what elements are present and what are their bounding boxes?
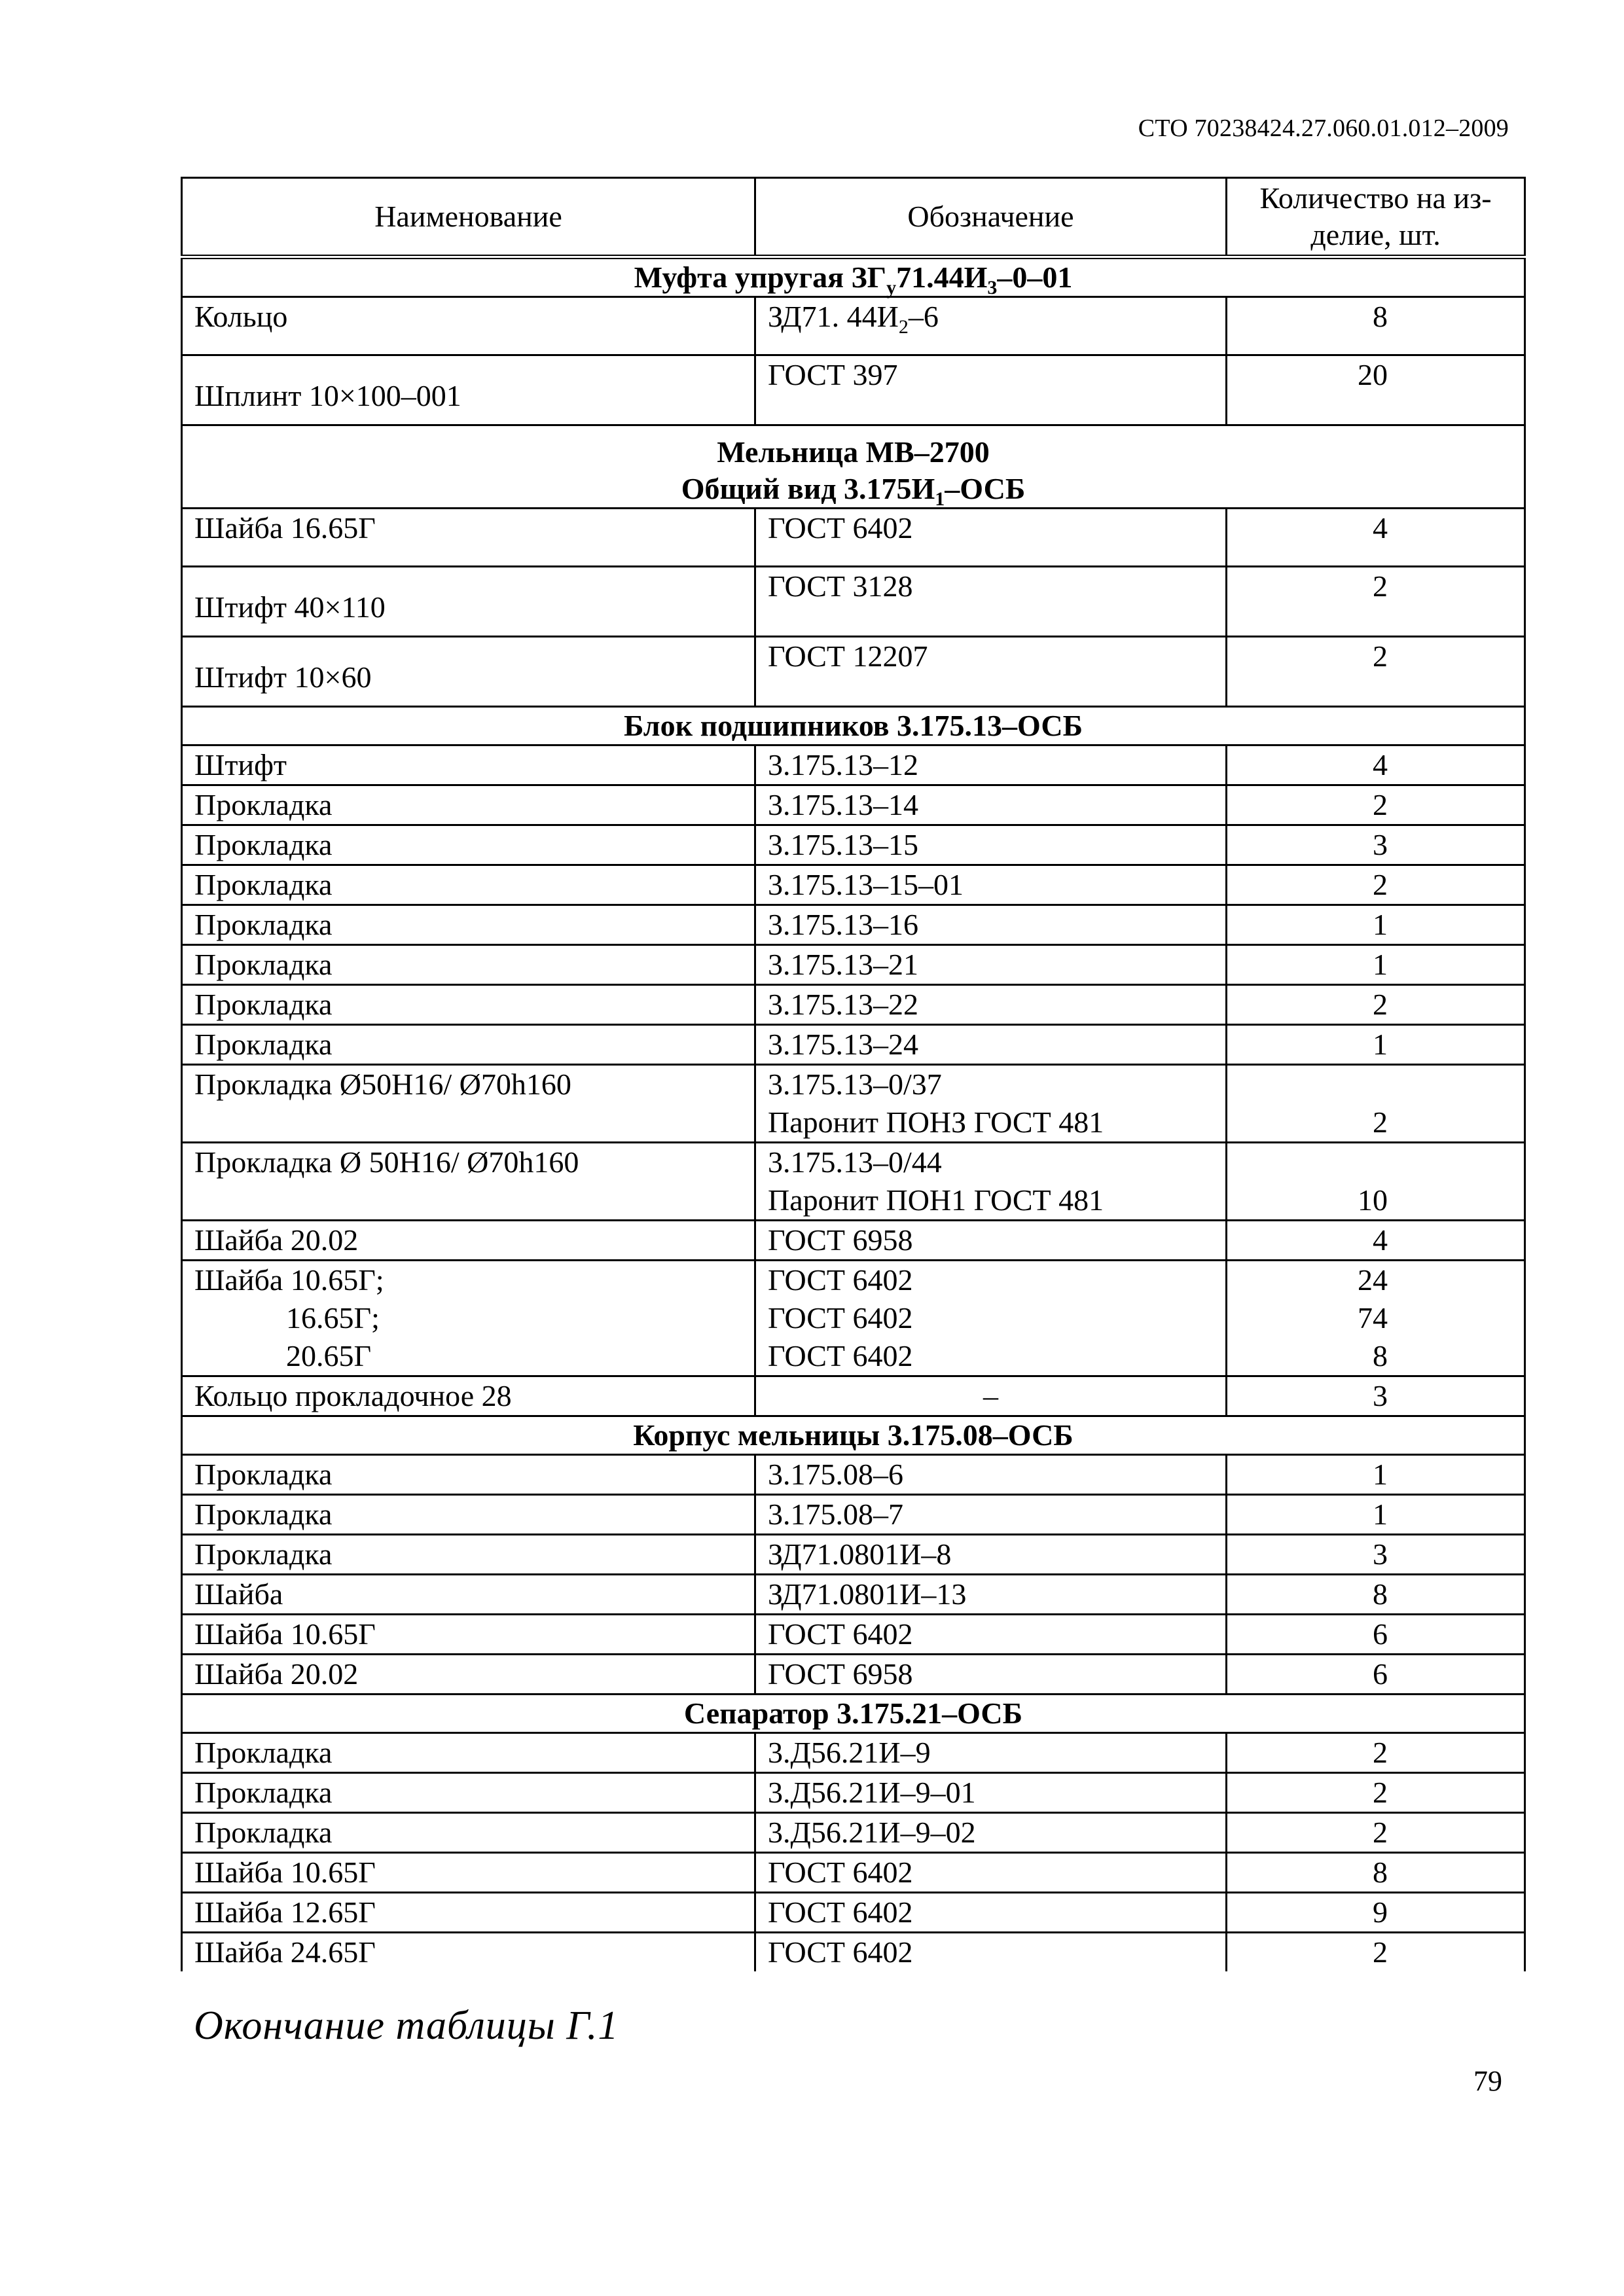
cell-designation: ГОСТ 6958	[755, 1655, 1227, 1695]
cell-quantity: 10	[1227, 1143, 1525, 1221]
cell-designation: 3.175.13–24	[755, 1025, 1227, 1065]
cell-name: Прокладка	[182, 905, 755, 945]
cell-name: Прокладка	[182, 785, 755, 825]
cell-name: Прокладка	[182, 1025, 755, 1065]
cell-quantity: 1	[1227, 1025, 1525, 1065]
cell-designation: ГОСТ 6402	[755, 509, 1227, 567]
column-header-quantity	[1227, 178, 1525, 257]
cell-name: Прокладка	[182, 1773, 755, 1813]
table-row	[182, 1535, 1525, 1575]
cell-quantity: 2	[1227, 567, 1525, 637]
column-header-name: Наименование	[182, 178, 755, 257]
cell-name: Шайба 10.65Г	[182, 1853, 755, 1893]
table-row	[182, 1893, 1525, 1933]
cell-quantity: 1	[1227, 1495, 1525, 1535]
cell-name: Шайба	[182, 1575, 755, 1615]
cell-designation: 3.Д56.21И–9–01	[755, 1773, 1227, 1813]
cell-name: Прокладка	[182, 945, 755, 985]
cell-designation: 3.175.08–6	[755, 1455, 1227, 1495]
cell-quantity: 24 74 8	[1227, 1261, 1525, 1376]
cell-quantity: 8	[1227, 1853, 1525, 1893]
section-title: Блок подшипников 3.175.13–ОСБ	[182, 707, 1525, 745]
table-row	[182, 985, 1525, 1025]
section-row	[182, 425, 1525, 509]
cell-designation: 3.175.13–21	[755, 945, 1227, 985]
table-row	[182, 825, 1525, 865]
section-title: Муфта упругая $ЗГ_у71.44И_3-0-01$	[182, 257, 1525, 297]
cell-designation: ЗД71. $44И_2-6$	[755, 297, 1227, 355]
cell-designation: ГОСТ 6402 ГОСТ 6402 ГОСТ 6402	[755, 1261, 1227, 1376]
table-row	[182, 1495, 1525, 1535]
cell-name: Прокладка	[182, 1733, 755, 1773]
cell-name: Шайба 10.65Г; 16.65Г; 20.65Г	[182, 1261, 755, 1376]
section-row	[182, 1695, 1525, 1733]
table-row	[182, 905, 1525, 945]
cell-name: Прокладка	[182, 1813, 755, 1853]
cell-name: Штифт 40×110	[182, 567, 755, 637]
cell-name: Прокладка	[182, 865, 755, 905]
table-row	[182, 1261, 1525, 1376]
cell-name: Прокладка	[182, 1455, 755, 1495]
cell-quantity: 2	[1227, 1065, 1525, 1143]
table-row	[182, 945, 1525, 985]
table-row	[182, 1733, 1525, 1773]
cell-designation: ГОСТ 6402	[755, 1933, 1227, 1972]
cell-quantity: 8	[1227, 297, 1525, 355]
cell-quantity: 2	[1227, 785, 1525, 825]
table-row	[182, 1455, 1525, 1495]
cell-designation: 3.175.13–15	[755, 825, 1227, 865]
cell-name: Штифт 10×60	[182, 637, 755, 707]
cell-name: Прокладка Ø 50Н16/ Ø70h160	[182, 1143, 755, 1221]
section-title: Мельница МВ–2700 Общий вид $3.175И_1$–ОСБ	[182, 425, 1525, 509]
table-row	[182, 509, 1525, 567]
page-number: 79	[1473, 2065, 1502, 2097]
table-row	[182, 785, 1525, 825]
cell-designation: 3.175.13–16	[755, 905, 1227, 945]
cell-name: Шайба 20.02	[182, 1655, 755, 1695]
cell-designation: 3.175.13–22	[755, 985, 1227, 1025]
cell-designation: ГОСТ 12207	[755, 637, 1227, 707]
section-title: Корпус мельницы 3.175.08–ОСБ	[182, 1416, 1525, 1455]
table-row	[182, 297, 1525, 355]
table-row	[182, 1933, 1525, 1972]
table-row	[182, 745, 1525, 785]
cell-designation: ГОСТ 6958	[755, 1221, 1227, 1261]
cell-quantity: 3	[1227, 1535, 1525, 1575]
table-row	[182, 355, 1525, 425]
cell-quantity: 6	[1227, 1655, 1525, 1695]
section-row	[182, 707, 1525, 745]
cell-designation: ГОСТ 6402	[755, 1893, 1227, 1933]
section-row	[182, 257, 1525, 297]
cell-designation: 3.175.13–14	[755, 785, 1227, 825]
cell-name: Прокладка Ø50Н16/ Ø70h160	[182, 1065, 755, 1143]
cell-designation: 3.175.13–0/44 Паронит ПОН1 ГОСТ 481	[755, 1143, 1227, 1221]
cell-quantity: 1	[1227, 945, 1525, 985]
table-row	[182, 1615, 1525, 1655]
cell-designation: 3.Д56.21И–9	[755, 1733, 1227, 1773]
cell-quantity: 2	[1227, 1933, 1525, 1972]
cell-designation: 3.175.13–12	[755, 745, 1227, 785]
cell-quantity: 8	[1227, 1575, 1525, 1615]
cell-designation: 3.175.13–15–01	[755, 865, 1227, 905]
cell-designation: ЗД71.0801И–8	[755, 1535, 1227, 1575]
cell-quantity: 6	[1227, 1615, 1525, 1655]
cell-name: Кольцо прокладочное 28	[182, 1376, 755, 1416]
cell-name: Шайба 12.65Г	[182, 1893, 755, 1933]
table-row	[182, 865, 1525, 905]
cell-quantity: 2	[1227, 1733, 1525, 1773]
cell-name: Прокладка	[182, 825, 755, 865]
cell-quantity: 1	[1227, 905, 1525, 945]
cell-quantity: 9	[1227, 1893, 1525, 1933]
cell-name: Шплинт 10×100–001	[182, 355, 755, 425]
table-row	[182, 1773, 1525, 1813]
section-row	[182, 1416, 1525, 1455]
cell-designation: 3.175.08–7	[755, 1495, 1227, 1535]
cell-name: Прокладка	[182, 1535, 755, 1575]
cell-name: Штифт	[182, 745, 755, 785]
table-row	[182, 1655, 1525, 1695]
cell-quantity: 2	[1227, 637, 1525, 707]
table-row	[182, 1143, 1525, 1221]
cell-quantity: 20	[1227, 355, 1525, 425]
table-caption: Окончание таблицы Г.1	[194, 2003, 619, 2048]
cell-name: Шайба 20.02	[182, 1221, 755, 1261]
cell-quantity: 3	[1227, 1376, 1525, 1416]
cell-quantity: 4	[1227, 745, 1525, 785]
table-row	[182, 1853, 1525, 1893]
table-row	[182, 1575, 1525, 1615]
specification-table	[181, 177, 1526, 1971]
column-header-designation: Обозначение	[755, 178, 1227, 257]
cell-quantity: 2	[1227, 1813, 1525, 1853]
cell-quantity: 4	[1227, 509, 1525, 567]
cell-designation: ГОСТ 6402	[755, 1615, 1227, 1655]
cell-designation: ГОСТ 6402	[755, 1853, 1227, 1893]
column-header-quantity-line1: Количество на из-	[1259, 181, 1492, 215]
cell-quantity: 2	[1227, 865, 1525, 905]
cell-designation: ГОСТ 397	[755, 355, 1227, 425]
table-row	[182, 567, 1525, 637]
table-row	[182, 1813, 1525, 1853]
cell-designation: ГОСТ 3128	[755, 567, 1227, 637]
table-header-row	[182, 178, 1525, 257]
cell-quantity: 4	[1227, 1221, 1525, 1261]
table-row	[182, 1025, 1525, 1065]
table-row	[182, 1221, 1525, 1261]
cell-designation: –	[755, 1376, 1227, 1416]
column-header-quantity-line2: делие, шт.	[1310, 218, 1441, 251]
table-row	[182, 1065, 1525, 1143]
section-title: Сепаратор 3.175.21–ОСБ	[182, 1695, 1525, 1733]
cell-designation: ЗД71.0801И–13	[755, 1575, 1227, 1615]
cell-name: Шайба 24.65Г	[182, 1933, 755, 1972]
cell-name: Кольцо	[182, 297, 755, 355]
cell-designation: 3.Д56.21И–9–02	[755, 1813, 1227, 1853]
cell-quantity: 1	[1227, 1455, 1525, 1495]
cell-quantity: 2	[1227, 985, 1525, 1025]
document-code: СТО 70238424.27.060.01.012–2009	[1138, 115, 1509, 142]
cell-name: Шайба 16.65Г	[182, 509, 755, 567]
table-row	[182, 1376, 1525, 1416]
table-row	[182, 637, 1525, 707]
cell-name: Прокладка	[182, 985, 755, 1025]
cell-quantity: 2	[1227, 1773, 1525, 1813]
cell-name: Прокладка	[182, 1495, 755, 1535]
cell-quantity: 3	[1227, 825, 1525, 865]
cell-designation: 3.175.13–0/37 Паронит ПОНЗ ГОСТ 481	[755, 1065, 1227, 1143]
cell-name: Шайба 10.65Г	[182, 1615, 755, 1655]
